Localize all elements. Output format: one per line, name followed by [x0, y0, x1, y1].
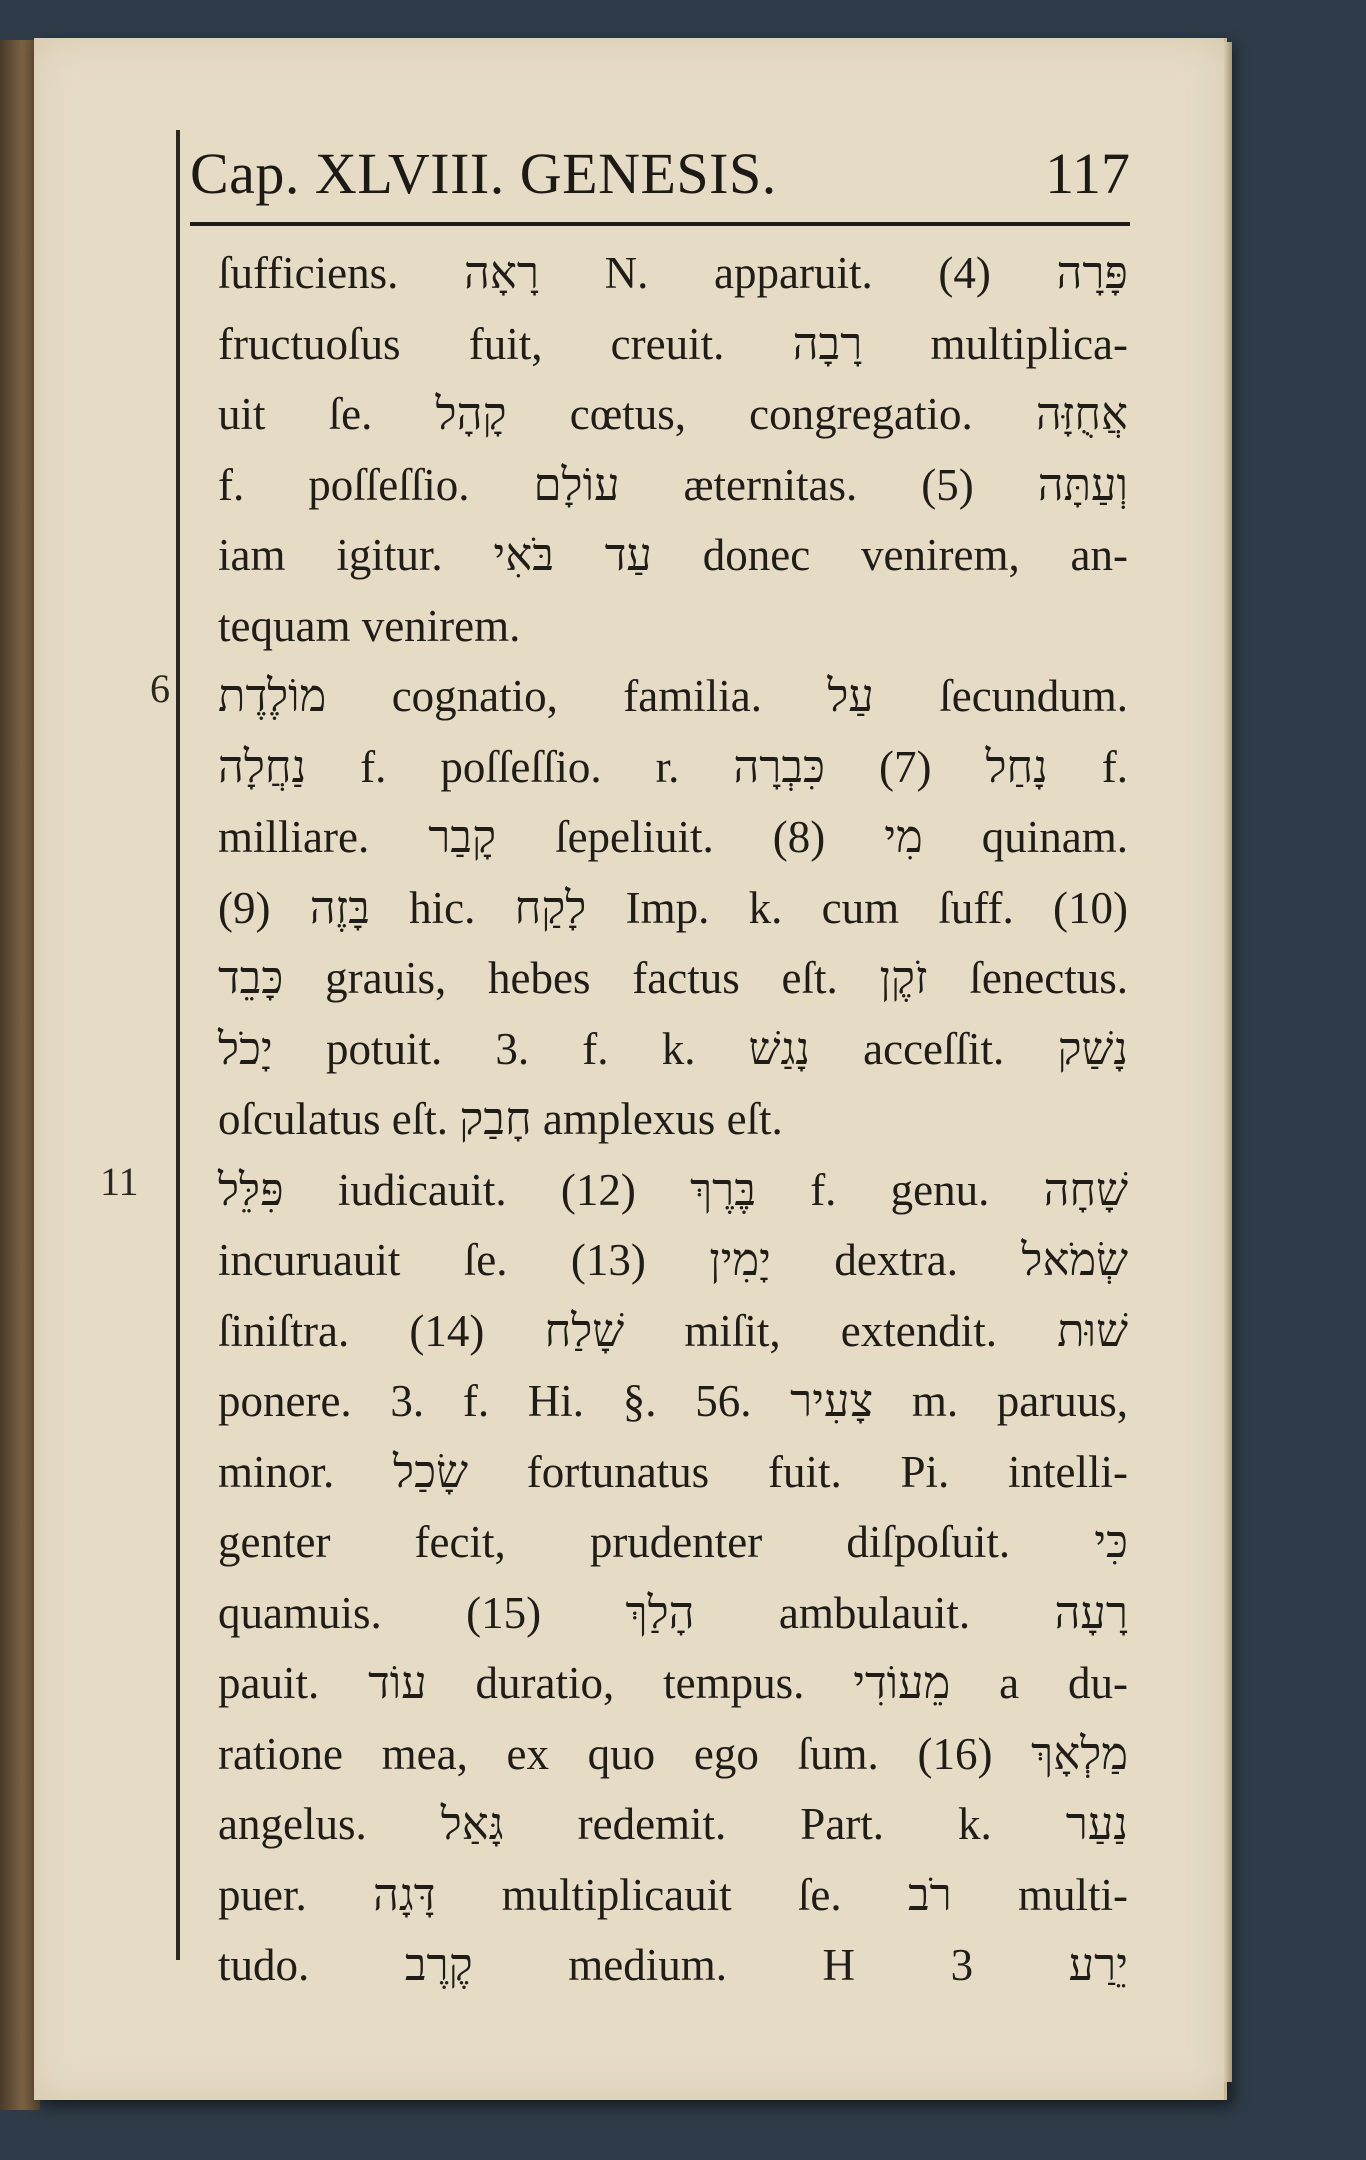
- text-line: ponere. 3. f. Hi. §. 56. צָעִיר m. paruus,: [218, 1376, 1128, 1426]
- text-line: ſiniſtra. (14) שָׁלַח miſit, extendit. שׁוּת: [218, 1305, 1128, 1356]
- text-line: quamuis. (15) הָלַךְ ambulauit. רָעָה: [218, 1587, 1128, 1638]
- text-line: genter fecit, prudenter diſpoſuit. כִּי: [218, 1517, 1128, 1567]
- header-rule: [190, 222, 1130, 226]
- margin-rule: [176, 130, 180, 1960]
- text-line: oſculatus eſt. חָבַק amplexus eſt.: [218, 1094, 783, 1144]
- page-edge: [1224, 42, 1232, 2082]
- text-line: uit ſe. קָהָל cœtus, congregatio. אֲחֻזָּה: [218, 389, 1128, 439]
- text-line: ratione mea, ex quo ego ſum. (16) מַלְאָךְ: [218, 1728, 1128, 1779]
- text-line: milliare. קָבַר ſepeliuit. (8) מִי quinam.: [218, 812, 1128, 862]
- text-line: tequam venirem.: [218, 600, 521, 651]
- running-header: [190, 140, 1130, 212]
- body-text: [218, 238, 1128, 2001]
- text-line: פִּלֵּל iudicauit. (12) בֶּרֶךְ f. genu. שָׁחָה: [218, 1164, 1128, 1215]
- text-line: (9) בָּזֶה hic. לָקַח Imp. k. cum ſuff. (10): [218, 882, 1128, 933]
- text-line: angelus. גָּאַל redemit. Part. k. נַעַר: [218, 1799, 1128, 1849]
- text-line: נַחֲלָה f. poſſeſſio. r. נָחַל (7) כִּבְרָה f.: [218, 741, 1128, 792]
- text-line: מוֹלֶדֶת cognatio, familia. עַל ſecundum.: [218, 671, 1128, 721]
- text-line: ſufficiens. רָאָה N. apparuit. (4) פָּרָה: [218, 248, 1129, 298]
- text-line: f. poſſeſſio. עוֹלָם æternitas. (5) וְעַתָּה: [218, 459, 1128, 510]
- verse-marker: 6: [150, 666, 170, 711]
- text-line: tudo. קֶרֶב medium. H 3 יֵרַע: [218, 1940, 1128, 1990]
- verse-marker: 11: [100, 1159, 139, 1204]
- text-line: כָּבֵד grauis, hebes factus eſt. זֹקֶן ſenectus.: [218, 953, 1129, 1003]
- text-line: incuruauit ſe. (13) יָמִין dextra. שְׂמֹאל: [218, 1235, 1128, 1285]
- text-line: puer. דָּגָה multiplicauit ſe. רֹב multi-: [218, 1869, 1129, 1920]
- text-line: pauit. עוֹד duratio, tempus. מֵעוֹדִי a du-: [218, 1658, 1128, 1708]
- page-number: 117: [1045, 141, 1130, 206]
- running-title: Cap. XLVIII. GENESIS.: [190, 141, 777, 206]
- text-line: fructuoſus fuit, creuit. רָבָה multiplica-: [218, 318, 1129, 369]
- text-line: iam igitur. עַד בֹּאִי donec venirem, an-: [218, 530, 1128, 580]
- text-line: יָכֹל potuit. 3. f. k. נָגַשׁ acceſſit. נָשַׁק: [218, 1023, 1129, 1074]
- text-line: minor. שָׂכַל fortunatus fuit. Pi. intelli-: [218, 1446, 1129, 1497]
